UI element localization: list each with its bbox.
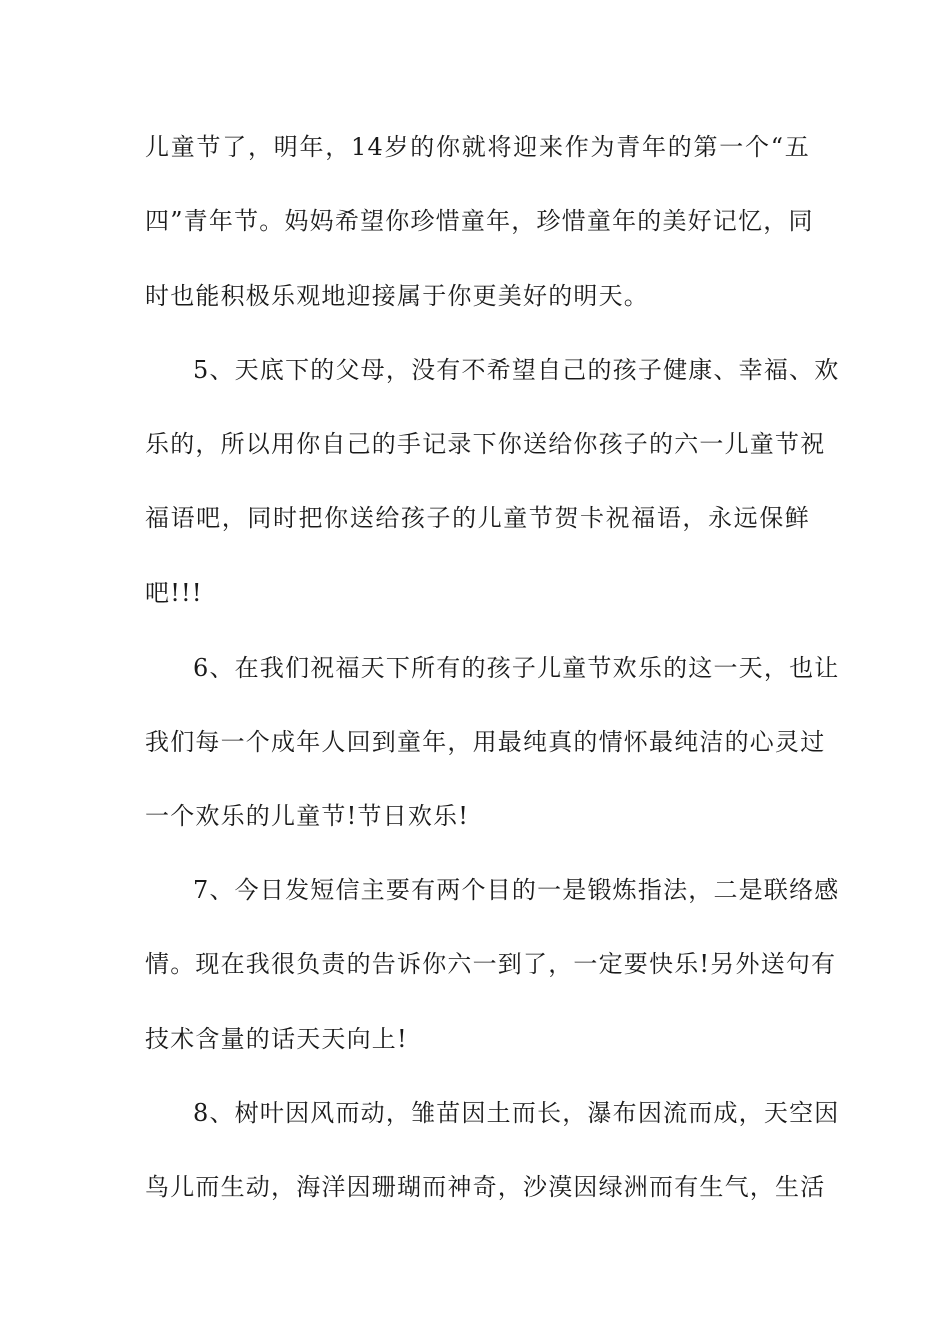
text-line: 技术含量的话天天向上! — [145, 1025, 408, 1053]
text-line: 我们每一个成年人回到童年，用最纯真的情怀最纯洁的心灵过 — [145, 728, 826, 756]
text-line: 福语吧，同时把你送给孩子的儿童节贺卡祝福语，永远保鲜 — [145, 504, 810, 532]
text-line: 四”青年节。妈妈希望你珍惜童年，珍惜童年的美好记忆，同 — [145, 207, 814, 235]
text-line: 鸟儿而生动，海洋因珊瑚而神奇，沙漠因绿洲而有生气，生活 — [145, 1173, 826, 1201]
text-line: 乐的，所以用你自己的手记录下你送给你孩子的六一儿童节祝 — [145, 430, 826, 458]
text-line: 吧!!! — [145, 579, 203, 607]
text-line: 儿童节了，明年，14岁的你就将迎来作为青年的第一个“五 — [145, 133, 810, 161]
paragraph-8-first-line: 8、树叶因风而动，雏苗因土而长，瀑布因流而成，天空因 — [193, 1099, 840, 1127]
text-line: 时也能积极乐观地迎接属于你更美好的明天。 — [145, 282, 649, 310]
paragraph-6-first-line: 6、在我们祝福天下所有的孩子儿童节欢乐的这一天，也让 — [193, 654, 840, 682]
paragraph-5-first-line: 5、天底下的父母，没有不希望自己的孩子健康、幸福、欢 — [193, 356, 840, 384]
text-line: 情。现在我很负责的告诉你六一到了，一定要快乐!另外送句有 — [145, 950, 837, 978]
paragraph-7-first-line: 7、今日发短信主要有两个目的一是锻炼指法，二是联络感 — [193, 876, 840, 904]
text-line: 一个欢乐的儿童节!节日欢乐! — [145, 802, 470, 830]
